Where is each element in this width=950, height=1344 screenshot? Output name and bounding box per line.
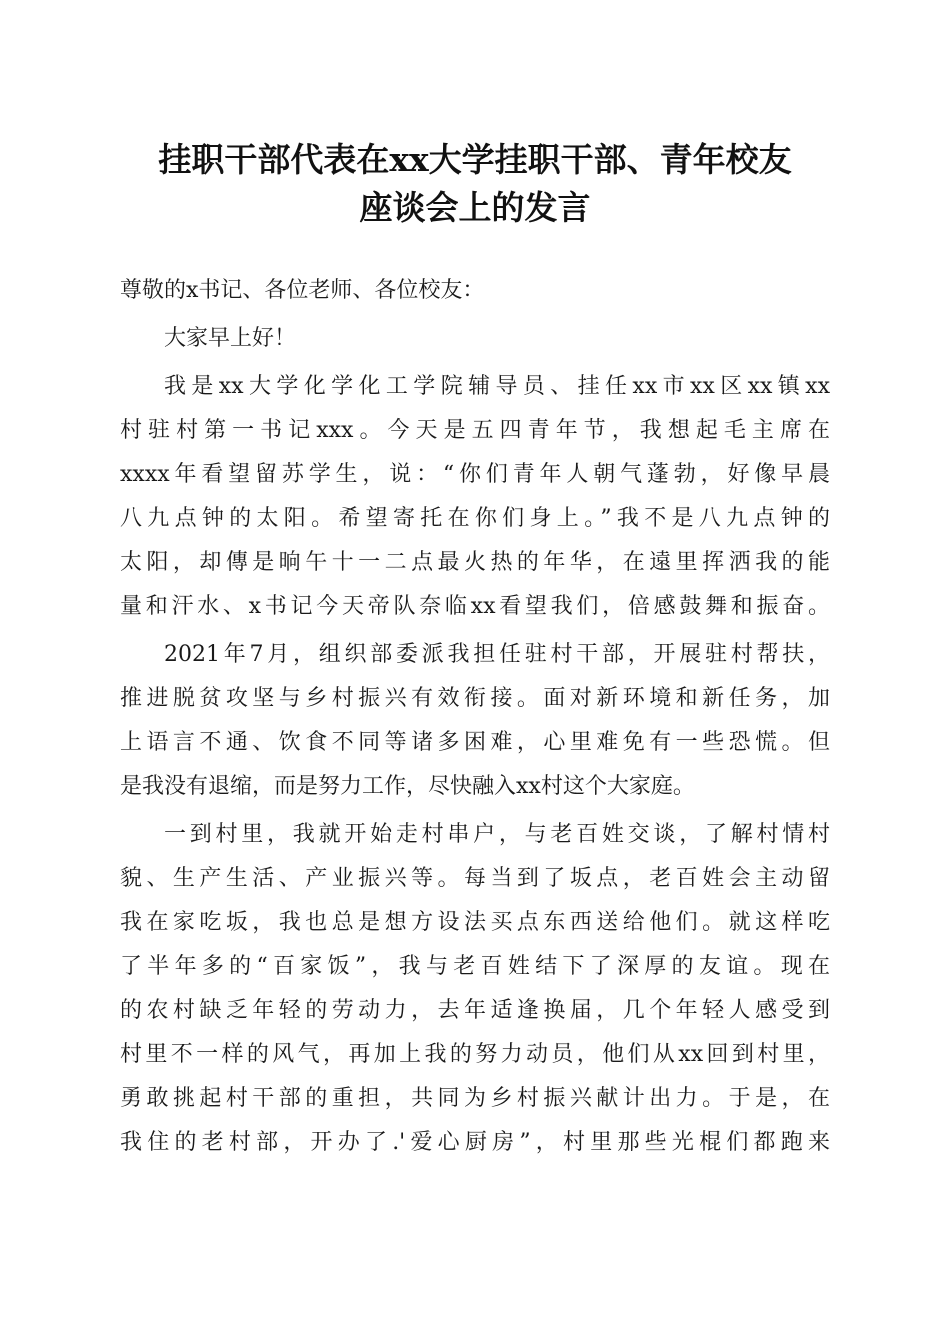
paragraph-1-line: 八九点钟的太阳。希望寄托在你们身上。”我不是八九点钟的 xyxy=(120,506,830,531)
paragraph-3-line: 的农村缺乏年轻的劳动力，去年适逢换届，几个年轻人感受到 xyxy=(120,998,830,1023)
paragraph-3-line: 了半年多的“百家饭”，我与老百姓结下了深厚的友谊。现在 xyxy=(120,954,830,979)
paragraph-3-line: 貌、生产生活、产业振兴等。每当到了坂点，老百姓会主动留 xyxy=(120,866,830,891)
title-line-1: 挂职干部代表在xx大学挂职干部、青年校友 xyxy=(158,140,792,179)
paragraph-3-line: 我在家吃坂，我也总是想方设法买点东西送给他们。就这样吃 xyxy=(120,910,830,935)
paragraph-1-line: 我是xx大学化学化工学院辅导员、挂任xx市xx区xx镇xx xyxy=(164,374,830,399)
paragraph-3-line: 村里不一样的风气，再加上我的努力动员，他们从xx回到村里， xyxy=(120,1042,830,1067)
paragraph-1-line: 村驻村第一书记xxx。今天是五四青年节，我想起毛主席在 xyxy=(120,418,830,443)
paragraph-2-line: 上语言不通、饮食不同等诸多困难，心里难免有一些恐慌。但 xyxy=(120,730,830,755)
paragraph-1-line: 量和汗水、x书记今天帝队奈临xx看望我们，倍感鼓舞和振奋。 xyxy=(120,594,830,619)
paragraph-1-line: xxxx年看望留苏学生，说：“你们青年人朝气蓬勃，好像早晨 xyxy=(120,462,830,487)
paragraph-2-line: 是我没有退缩，而是努力工作，尽快融入xx村这个大家庭。 xyxy=(120,774,695,799)
paragraph-2-line: 推进脱贫攻坚与乡村振兴有效衔接。面对新环境和新任务，加 xyxy=(120,686,830,711)
paragraph-3-line: 我住的老村部，开办了.'爱心厨房”，村里那些光棍们都跑来 xyxy=(120,1130,830,1155)
paragraph-1-line: 太阳，却傳是晌午十一二点最火热的年华，在遠里挥洒我的能 xyxy=(120,550,830,575)
title-line-2: 座谈会上的发言 xyxy=(359,188,591,227)
document-title xyxy=(100,136,850,232)
paragraph-3-line: 勇敢挑起村干部的重担，共同为乡村振兴献计出力。于是，在 xyxy=(120,1086,830,1111)
paragraph-2-line: 2021年7月，组织部委派我担任驻村干部，开展驻村帮扶， xyxy=(164,642,830,667)
paragraph-3-line: 一到村里，我就开始走村串户，与老百姓交谈，了解村情村 xyxy=(164,822,830,847)
greeting: 大家早上好！ xyxy=(164,326,297,351)
salutation: 尊敬的x书记、各位老师、各位校友： xyxy=(120,278,485,303)
